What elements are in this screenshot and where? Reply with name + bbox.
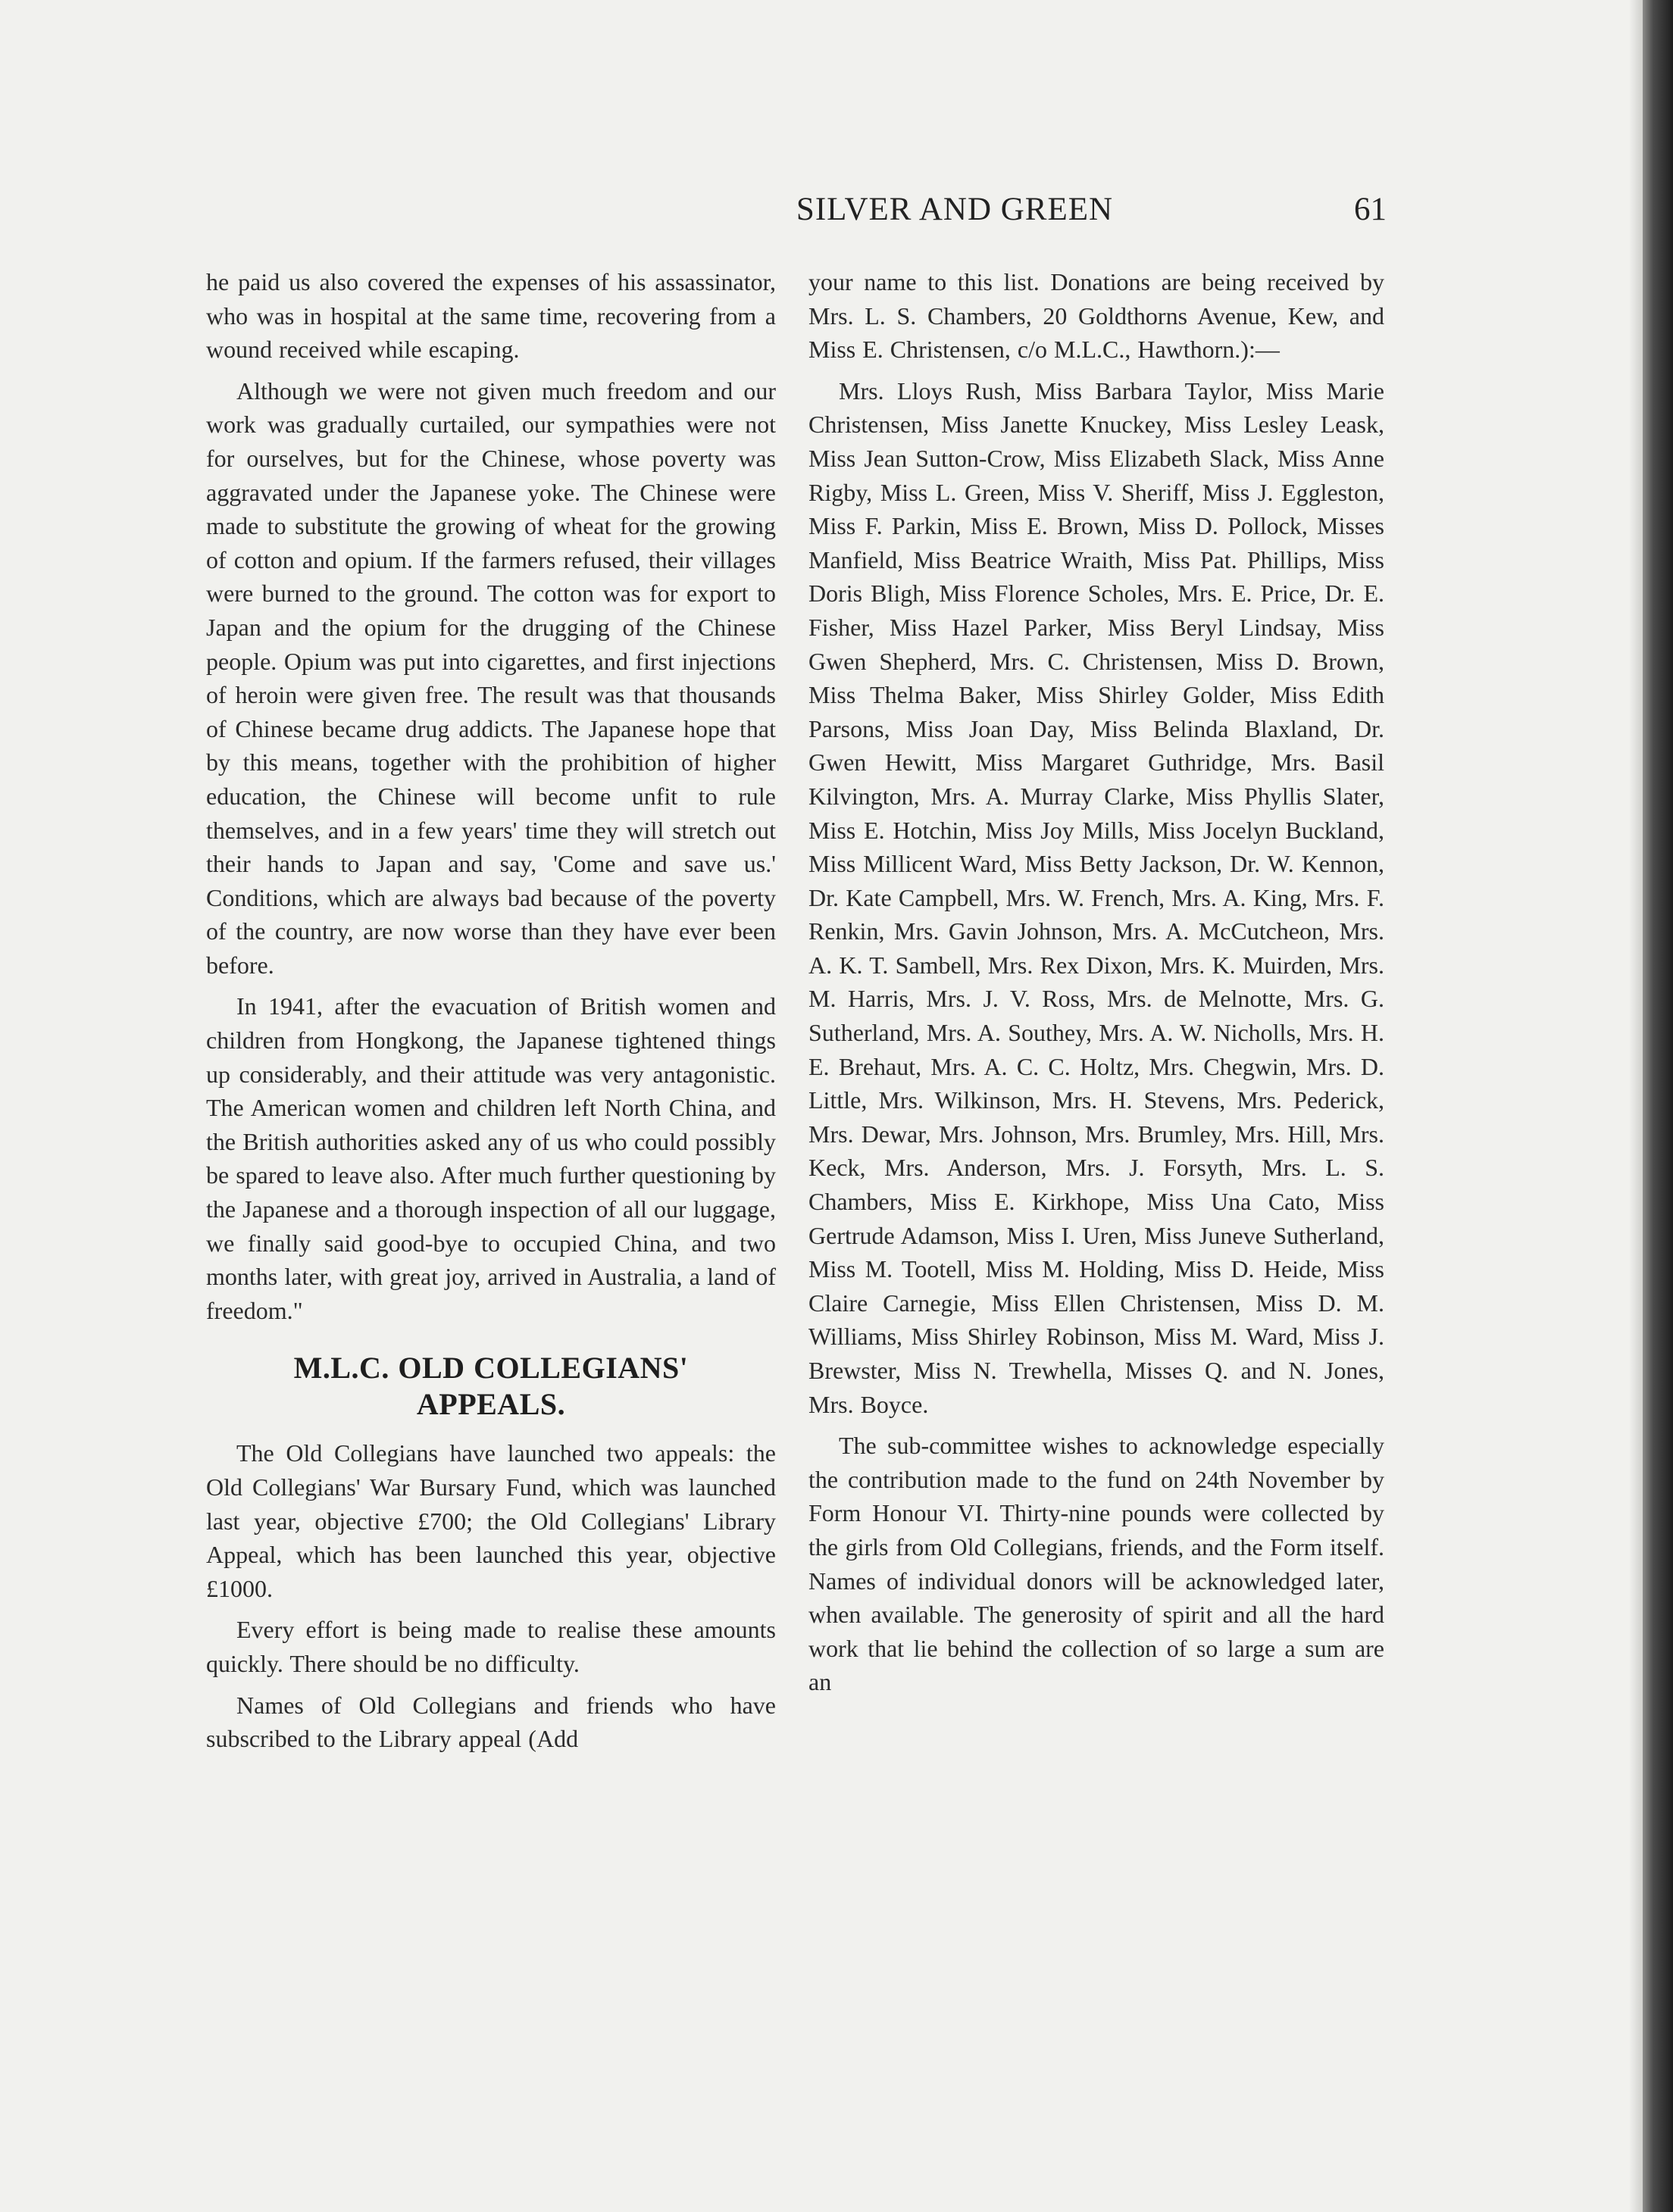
- paragraph: Every effort is being made to realise these amounts quickly. There should be no difficulty.: [206, 1616, 776, 1677]
- paragraph: The sub-committee wishes to acknowledge especially the contribution made to the fund on 24th November by Form Honour VI. Thirty-nine pounds were collected by the girls from Old Collegians, friends, and the Form itself. Names of individual donors will be acknowledged later, when available. The generosity of spirit and all the hard work that lie behind the collection of so large a sum are an: [808, 1432, 1384, 1696]
- page-number: 61: [1354, 192, 1387, 227]
- section-heading-line: M.L.C. OLD COLLEGIANS': [293, 1351, 689, 1386]
- page-edge: [1629, 0, 1643, 2212]
- paragraph: your name to this list. Donations are being received by Mrs. L. S. Chambers, 20 Goldthorns Avenue, Kew, and Miss E. Christensen, c/o M.L.C., Hawthorn.):—: [808, 268, 1384, 364]
- paragraph: he paid us also covered the expenses of his assassinator, who was in hospital at the same time, recovering from a wound received while escaping.: [206, 268, 776, 364]
- paragraph: Although we were not given much freedom and our work was gradually curtailed, our sympathies were not for ourselves, but for the Chinese, whose poverty was aggravated under the Japanese yoke. The Chinese were made to substitute the growing of wheat for the growing of cotton and opium. If the farmers refused, their villages were burned to the ground. The cotton was for export to Japan and the opium for the drugging of the Chinese people. Opium was put into cigarettes, and first injections of heroin were given free. The result was that thousands of Chinese became drug addicts. The Japanese hope that by this means, together with the prohibition of higher education, the Chinese will become unfit to rule themselves, and in a few years' time they will stretch out their hands to Japan and say, 'Come and save us.' Conditions, which are always bad because of the poverty of the country, are now worse than they have ever been before.: [206, 376, 776, 979]
- paragraph: The Old Collegians have launched two appeals: the Old Collegians' War Bursary Fund, which was launched last year, objective £700; the Old Collegians' Library Appeal, which has been launched this year, objective £1000.: [206, 1439, 776, 1602]
- left-column: [206, 265, 776, 1764]
- section-heading: [206, 1350, 776, 1423]
- donor-list: Mrs. Lloys Rush, Miss Barbara Taylor, Miss Marie Christensen, Miss Janette Knuckey, Miss Lesley Leask, Miss Jean Sutton-Crow, Miss Elizabeth Slack, Miss Anne Rigby, Miss L. Green, Miss V. Sheriff, Miss J. Eggleston, Miss F. Parkin, Miss E. Brown, Miss D. Pollock, Misses Manfield, Miss Beatrice Wraith, Miss Pat. Phillips, Miss Doris Bligh, Miss Florence Scholes, Mrs. E. Price, Dr. E. Fisher, Miss Hazel Parker, Miss Beryl Lindsay, Miss Gwen Shepherd, Mrs. C. Christensen, Miss D. Brown, Miss Thelma Baker, Miss Shirley Golder, Miss Edith Parsons, Miss Joan Day, Miss Belinda Blaxland, Dr. Gwen Hewitt, Miss Margaret Guthridge, Mrs. Basil Kilvington, Mrs. A. Murray Clarke, Miss Phyllis Slater, Miss E. Hotchin, Miss Joy Mills, Miss Jocelyn Buckland, Miss Millicent Ward, Miss Betty Jackson, Dr. W. Kennon, Dr. Kate Campbell, Mrs. W. French, Mrs. A. King, Mrs. F. Renkin, Mrs. Gavin Johnson, Mrs. A. McCutcheon, Mrs. A. K. T. Sambell, Mrs. Rex Dixon, Mrs. K. Muirden, Mrs. M. Harris, Mrs. J. V. Ross, Mrs. de Melnotte, Mrs. G. Sutherland, Mrs. A. Southey, Mrs. A. W. Nicholls, Mrs. H. E. Brehaut, Mrs. A. C. C. Holtz, Mrs. Chegwin, Mrs. D. Little, Mrs. Wilkinson, Mrs. H. Stevens, Mrs. Pederick, Mrs. Dewar, Mrs. Johnson, Mrs. Brumley, Mrs. Hill, Mrs. Keck, Mrs. Anderson, Mrs. J. Forsyth, Mrs. L. S. Chambers, Miss E. Kirkhope, Miss Una Cato, Miss Gertrude Adamson, Miss I. Uren, Miss Juneve Sutherland, Miss M. Tootell, Miss M. Holding, Miss D. Heide, Miss Claire Carnegie, Miss Ellen Christensen, Miss D. M. Williams, Miss Shirley Robinson, Miss M. Ward, Miss J. Brewster, Miss N. Trewhella, Misses Q. and N. Jones, Mrs. Boyce.: [808, 376, 1384, 1418]
- paragraph: In 1941, after the evacuation of British women and children from Hongkong, the Japanese tightened things up considerably, and their attitude was very antagonistic. The American women and children left North China, and the British authorities asked any of us who could possibly be spared to leave also. After much further questioning by the Japanese and a thorough inspection of all our luggage, we finally said good-bye to occupied China, and two months later, with great joy, arrived in Australia, a land of freedom.": [206, 992, 776, 1324]
- paragraph: Names of Old Collegians and friends who have subscribed to the Library appeal (Add: [206, 1691, 776, 1753]
- section-heading-line: APPEALS.: [416, 1387, 566, 1422]
- running-header-title: SILVER AND GREEN: [796, 192, 1114, 227]
- book-spine-shadow: [1643, 0, 1673, 2212]
- right-column: [808, 265, 1384, 1707]
